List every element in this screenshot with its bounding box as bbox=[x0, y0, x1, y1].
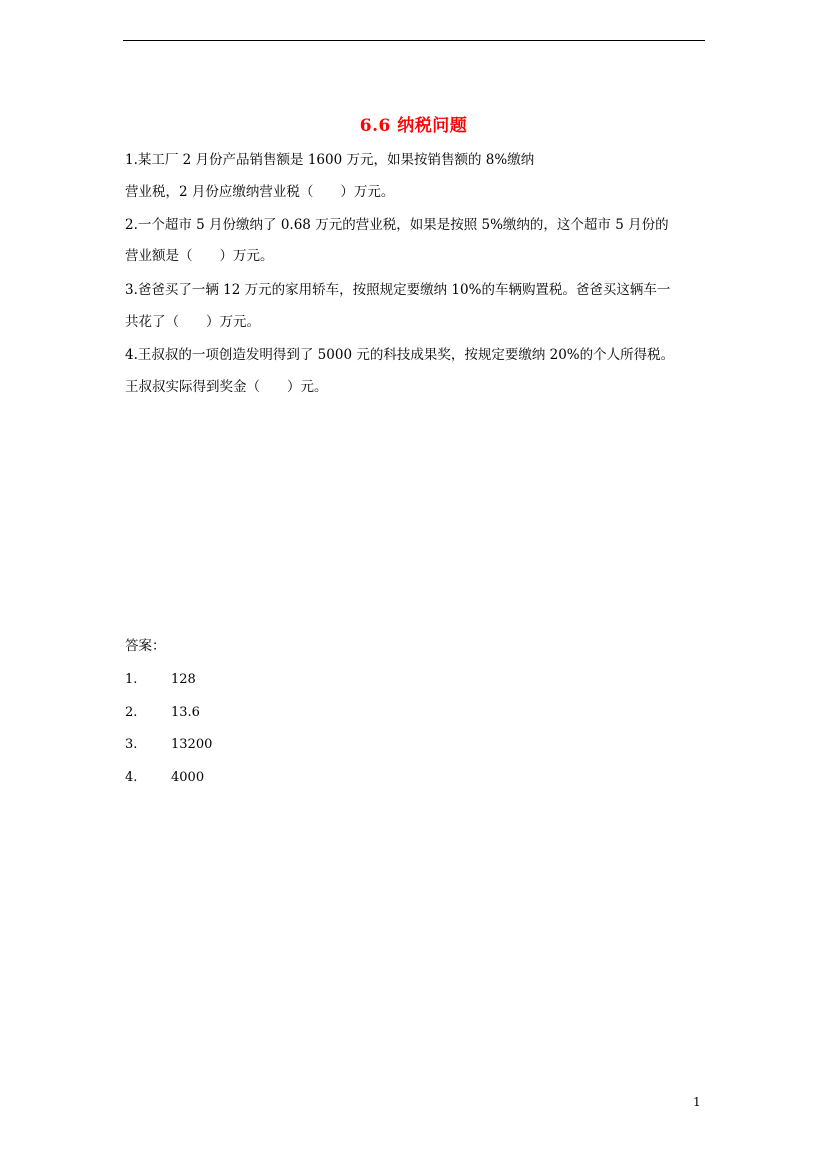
document-title: 6.6 纳税问题 bbox=[359, 116, 468, 136]
question-4-line-1: 4.王叔叔的一项创造发明得到了 5000 元的科技成果奖，按规定要缴纳 20%的个人所得税。 bbox=[125, 347, 675, 363]
answer-row-3 bbox=[125, 735, 212, 755]
answer-number: 3. bbox=[125, 737, 138, 752]
answer-row-1 bbox=[125, 670, 196, 690]
question-3-line-1: 3.爸爸买了一辆 12 万元的家用轿车，按照规定要缴纳 10%的车辆购置税。爸爸买这辆车一 bbox=[125, 282, 671, 298]
answer-row-2 bbox=[125, 703, 200, 723]
answer-number: 1. bbox=[125, 672, 138, 687]
header-rule bbox=[123, 40, 705, 41]
question-2-line-1: 2.一个超市 5 月份缴纳了 0.68 万元的营业税，如果是按照 5%缴纳的，这个超市 5 月份的 bbox=[125, 217, 669, 233]
answer-value: 4000 bbox=[171, 770, 205, 785]
question-3-line-2: 共花了（ ）万元。 bbox=[125, 314, 260, 330]
answer-value: 128 bbox=[171, 672, 196, 687]
question-1-line-2: 营业税，2 月份应缴纳营业税（ ）万元。 bbox=[125, 184, 395, 200]
question-4-line-2: 王叔叔实际得到奖金（ ）元。 bbox=[125, 379, 328, 395]
question-2-line-2: 营业额是（ ）万元。 bbox=[125, 248, 274, 264]
answer-value: 13.6 bbox=[171, 705, 200, 720]
question-1-line-1: 1.某工厂 2 月份产品销售额是 1600 万元，如果按销售额的 8%缴纳 bbox=[125, 152, 535, 168]
page-number: 1 bbox=[693, 1095, 701, 1109]
answer-number: 4. bbox=[125, 770, 138, 785]
answers-heading: 答案： bbox=[125, 638, 166, 654]
answer-value: 13200 bbox=[171, 737, 213, 752]
answer-row-4 bbox=[125, 768, 204, 788]
answer-number: 2. bbox=[125, 705, 138, 720]
